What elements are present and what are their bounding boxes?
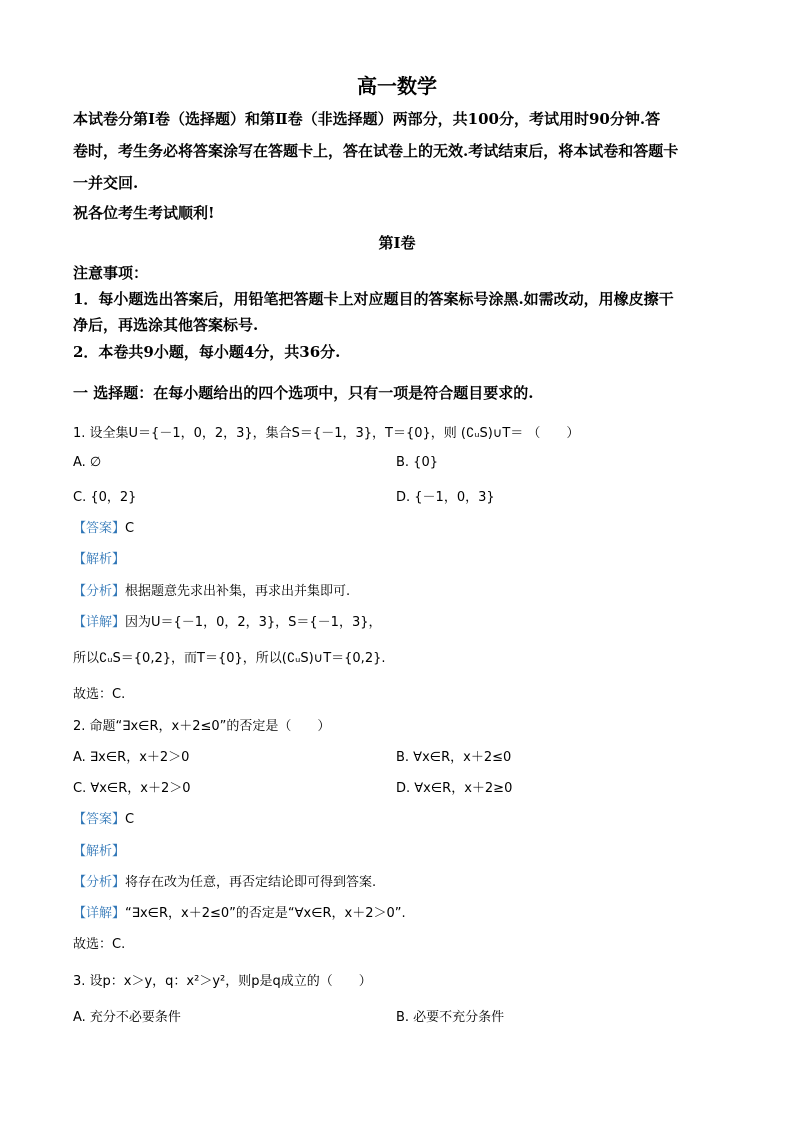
part-heading: 一 选择题：在每小题给出的四个选项中，只有一项是符合题目要求的. bbox=[73, 384, 534, 402]
question-3-stem: 3. 设p：x＞y，q：x²＞y²，则p是q成立的（ ） bbox=[73, 974, 372, 989]
answer-value: C bbox=[125, 521, 135, 536]
question-1-option-a: A. ∅ bbox=[73, 455, 102, 470]
answer-tag: 【答案】 bbox=[73, 521, 126, 536]
answer-value: C bbox=[125, 812, 135, 827]
question-2-analysis-tag: 【解析】 bbox=[73, 844, 126, 859]
question-1-answer bbox=[73, 517, 134, 536]
question-1-xiangjie bbox=[73, 611, 382, 630]
answer-tag: 【答案】 bbox=[73, 812, 126, 827]
fenxi-text: 将存在改为任意，再否定结论即可得到答案. bbox=[125, 875, 377, 890]
notes-item-1-line-2: 净后，再选涂其他答案标号. bbox=[73, 316, 259, 334]
xiangjie-tag: 【详解】 bbox=[73, 615, 126, 630]
question-2-option-b: B. ∀x∈R，x＋2≤0 bbox=[396, 750, 512, 765]
section-title: 第Ⅰ卷 bbox=[378, 234, 416, 252]
question-3-option-a: A. 充分不必要条件 bbox=[73, 1010, 181, 1025]
question-2-fenxi bbox=[73, 871, 376, 890]
question-1-fenxi bbox=[73, 580, 350, 599]
question-2-stem: 2. 命题“∃x∈R，x＋2≤0”的否定是（ ） bbox=[73, 719, 331, 734]
fenxi-text: 根据题意先求出补集，再求出并集即可. bbox=[125, 584, 351, 599]
question-2-option-a: A. ∃x∈R，x＋2＞0 bbox=[73, 750, 190, 765]
question-2-option-c: C. ∀x∈R，x＋2＞0 bbox=[73, 781, 191, 796]
question-1-option-c: C. {0，2} bbox=[73, 490, 137, 505]
xiangjie-text: “∃x∈R，x＋2≤0”的否定是“∀x∈R，x＋2＞0”. bbox=[125, 906, 406, 921]
intro-line-2: 卷时，考生务必将答案涂写在答题卡上，答在试卷上的无效.考试结束后，将本试卷和答题卡 bbox=[73, 142, 679, 160]
intro-line-3: 一并交回. bbox=[73, 174, 139, 192]
question-1-option-d: D. {－1，0，3} bbox=[396, 490, 495, 505]
question-1-option-b: B. {0} bbox=[396, 455, 438, 470]
question-2-option-d: D. ∀x∈R，x＋2≥0 bbox=[396, 781, 513, 796]
question-2-xiangjie bbox=[73, 902, 406, 921]
question-2-answer bbox=[73, 808, 134, 827]
intro-line-1: 本试卷分第Ⅰ卷（选择题）和第Ⅱ卷（非选择题）两部分，共100分，考试用时90分钟.答 bbox=[73, 110, 661, 128]
notes-item-1-line-1: 1．每小题选出答案后，用铅笔把答题卡上对应题目的答案标号涂黑.如需改动，用橡皮擦干 bbox=[73, 290, 674, 308]
xiangjie-text: 因为U＝{－1，0，2，3}，S＝{－1，3}， bbox=[125, 615, 382, 630]
question-1-conclusion: 故选：C. bbox=[73, 687, 126, 702]
notes-heading: 注意事项： bbox=[73, 264, 149, 282]
fenxi-tag: 【分析】 bbox=[73, 584, 126, 599]
question-1-stem: 1. 设全集U＝{－1，0，2，3}，集合S＝{－1，3}，T＝{0}，则 (∁ᵤS)∪T＝ （ ） bbox=[73, 426, 580, 441]
question-3-option-b: B. 必要不充分条件 bbox=[396, 1010, 505, 1025]
page-title: 高一数学 bbox=[357, 74, 437, 98]
question-1-analysis-tag: 【解析】 bbox=[73, 552, 126, 567]
intro-line-4: 祝各位考生考试顺利! bbox=[73, 204, 215, 222]
fenxi-tag: 【分析】 bbox=[73, 875, 126, 890]
notes-item-2: 2．本卷共9小题，每小题4分，共36分. bbox=[73, 343, 341, 361]
question-2-conclusion: 故选：C. bbox=[73, 937, 126, 952]
question-1-detail: 所以∁ᵤS＝{0,2}，而T＝{0}，所以(∁ᵤS)∪T＝{0,2}. bbox=[73, 651, 386, 666]
xiangjie-tag: 【详解】 bbox=[73, 906, 126, 921]
